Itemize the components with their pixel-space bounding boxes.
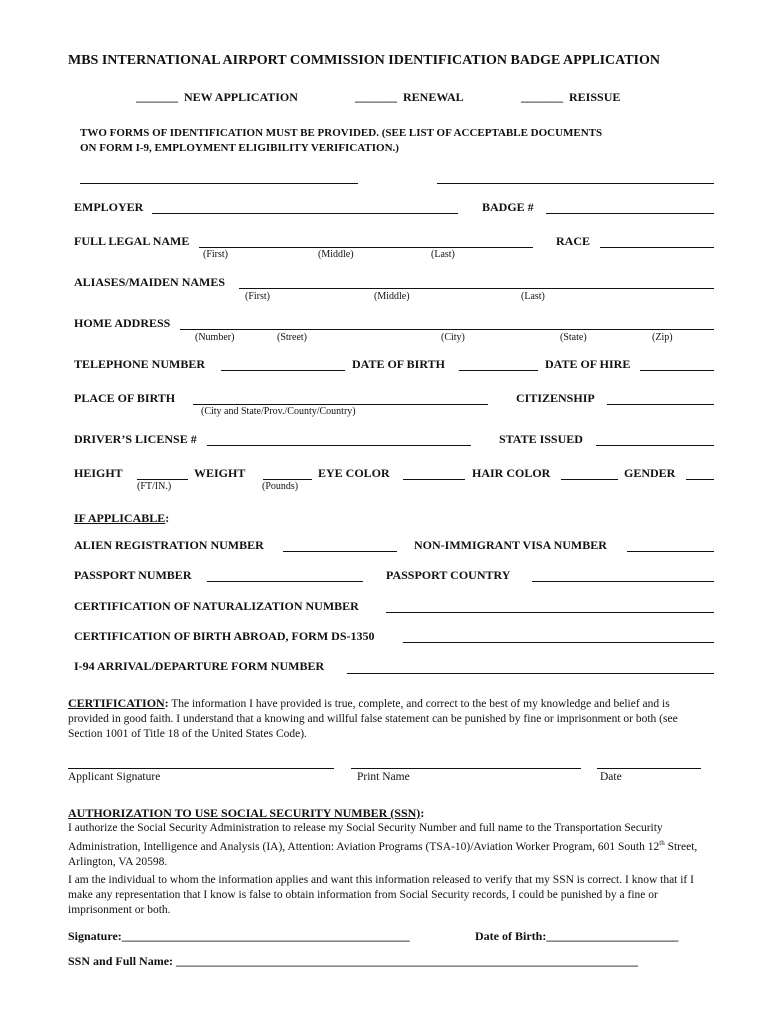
ssn-paragraph-1: [68, 821, 713, 870]
place-of-birth-label: PLACE OF BIRTH: [74, 391, 176, 405]
new-application-label: NEW APPLICATION: [184, 90, 298, 104]
height-hint: (FT/IN.): [137, 481, 172, 492]
dob-label: DATE OF BIRTH: [352, 357, 445, 371]
i94-label: I-94 ARRIVAL/DEPARTURE FORM NUMBER: [74, 659, 325, 673]
birth-abroad-field[interactable]: [403, 642, 714, 643]
place-of-birth-hint: (City and State/Prov./County/Country): [201, 406, 356, 417]
address-number-hint: (Number): [195, 332, 235, 343]
renewal-blank[interactable]: _______: [355, 90, 397, 104]
full-legal-name-field[interactable]: [199, 247, 533, 248]
alien-registration-label: ALIEN REGISTRATION NUMBER: [74, 538, 264, 552]
renewal-label: RENEWAL: [403, 90, 464, 104]
non-immigrant-visa-field[interactable]: [627, 551, 714, 552]
name-middle-hint: (Middle): [318, 249, 354, 260]
employer-field[interactable]: [152, 213, 458, 214]
id-notice-line1: TWO FORMS OF IDENTIFICATION MUST BE PROVIDED. (SEE LIST OF ACCEPTABLE DOCUMENTS: [80, 127, 603, 139]
eye-color-label: EYE COLOR: [318, 466, 390, 480]
state-issued-label: STATE ISSUED: [499, 432, 583, 446]
date-of-hire-field[interactable]: [640, 370, 714, 371]
name-first-hint: (First): [203, 249, 228, 260]
certification-heading: CERTIFICATION: [68, 696, 165, 710]
passport-country-field[interactable]: [532, 581, 714, 582]
race-field[interactable]: [600, 247, 714, 248]
aliases-field[interactable]: [239, 288, 714, 289]
ssn-heading: [68, 806, 424, 821]
gender-label: GENDER: [624, 466, 676, 480]
reissue-label: REISSUE: [569, 90, 621, 104]
badge-field[interactable]: [546, 213, 714, 214]
badge-label: BADGE #: [482, 200, 534, 214]
place-of-birth-field[interactable]: [193, 404, 488, 405]
alias-last-hint: (Last): [521, 291, 545, 302]
ssn-dob-row: [475, 929, 678, 944]
new-application-option[interactable]: [136, 90, 298, 105]
alias-middle-hint: (Middle): [374, 291, 410, 302]
address-city-hint: (City): [441, 332, 465, 343]
id-document-1-field[interactable]: [80, 183, 358, 184]
ssn-paragraph-2: I am the individual to whom the information applies and want this information released to verify that my SSN is correct. I know that if I make any representation that I know is false to obtain information from Social Security records, I could be punished by a fine or imprisonment or both.: [68, 874, 694, 916]
weight-hint: (Pounds): [262, 481, 299, 492]
address-zip-hint: (Zip): [652, 332, 673, 343]
id-notice-line2: ON FORM I-9, EMPLOYMENT ELIGIBILITY VERIFICATION.): [80, 142, 399, 154]
date-of-hire-label: DATE OF HIRE: [545, 357, 631, 371]
cert-date-label: Date: [600, 771, 622, 783]
ssn-paragraph-1b: Street, Arlington, VA 20598.: [68, 840, 698, 868]
passport-country-label: PASSPORT COUNTRY: [386, 568, 511, 582]
ssn-paragraph-1-sup: th: [659, 839, 665, 847]
id-document-2-field[interactable]: [437, 183, 714, 184]
applicant-signature-field[interactable]: [68, 768, 334, 769]
alien-registration-field[interactable]: [283, 551, 397, 552]
name-last-hint: (Last): [431, 249, 455, 260]
ssn-signature-label: Signature:: [68, 929, 122, 943]
renewal-option[interactable]: [355, 90, 464, 105]
ssn-heading-colon: :: [420, 806, 425, 820]
certification-paragraph: [68, 696, 708, 742]
cert-date-field[interactable]: [597, 768, 701, 769]
alias-first-hint: (First): [245, 291, 270, 302]
certification-colon: :: [164, 698, 169, 710]
if-applicable-colon: :: [165, 511, 170, 525]
drivers-license-field[interactable]: [207, 445, 471, 446]
ssn-full-name-field[interactable]: _____________________________________________________________________________: [176, 954, 639, 968]
birth-abroad-label: CERTIFICATION OF BIRTH ABROAD, FORM DS-1350: [74, 629, 375, 643]
reissue-blank[interactable]: _______: [521, 90, 563, 104]
ssn-dob-label: Date of Birth:: [475, 929, 547, 943]
reissue-option[interactable]: [521, 90, 620, 105]
ssn-heading-text: AUTHORIZATION TO USE SOCIAL SECURITY NUMBER (SSN): [68, 806, 421, 820]
applicant-signature-label: Applicant Signature: [68, 771, 161, 783]
ssn-dob-field[interactable]: ______________________: [546, 929, 679, 943]
telephone-field[interactable]: [221, 370, 345, 371]
employer-label: EMPLOYER: [74, 200, 144, 214]
weight-label: WEIGHT: [194, 466, 246, 480]
page-title: MBS INTERNATIONAL AIRPORT COMMISSION IDENTIFICATION BADGE APPLICATION: [68, 53, 661, 68]
ssn-name-row: [68, 954, 638, 969]
if-applicable-heading: [74, 511, 169, 526]
ssn-full-name-label: SSN and Full Name:: [68, 954, 174, 968]
non-immigrant-visa-label: NON-IMMIGRANT VISA NUMBER: [414, 538, 607, 552]
naturalization-label: CERTIFICATION OF NATURALIZATION NUMBER: [74, 599, 359, 613]
i94-field[interactable]: [347, 673, 714, 674]
naturalization-field[interactable]: [386, 612, 714, 613]
ssn-paragraph-1a: I authorize the Social Security Administration to release my Social Security Number and full name to the Transportation Security Administration, Intelligence and Analysis (IA), Attention: Aviation Programs (TSA-10)/Aviation Worker Program, 601 South 12: [68, 822, 663, 853]
drivers-license-label: DRIVER’S LICENSE #: [74, 432, 197, 446]
height-label: HEIGHT: [74, 466, 123, 480]
print-name-label: Print Name: [357, 771, 410, 783]
address-state-hint: (State): [560, 332, 587, 343]
ssn-signature-row: [68, 929, 410, 944]
aliases-label: ALIASES/MAIDEN NAMES: [74, 275, 226, 289]
eye-color-field[interactable]: [403, 479, 465, 480]
print-name-field[interactable]: [351, 768, 581, 769]
ssn-signature-field[interactable]: ________________________________________________: [121, 929, 410, 943]
address-street-hint: (Street): [277, 332, 307, 343]
dob-field[interactable]: [459, 370, 538, 371]
height-field[interactable]: [137, 479, 188, 480]
passport-number-field[interactable]: [207, 581, 363, 582]
weight-field[interactable]: [263, 479, 312, 480]
home-address-field[interactable]: [180, 329, 714, 330]
citizenship-label: CITIZENSHIP: [516, 391, 595, 405]
telephone-label: TELEPHONE NUMBER: [74, 357, 206, 371]
certification-text: The information I have provided is true, complete, and correct to the best of my knowledge and belief and is provided in good faith. I understand that a knowing and willful false statement can be punished by fine or imprisonment or both (see Section 1001 of Title 18 of the United States Code).: [68, 698, 678, 740]
state-issued-field[interactable]: [596, 445, 714, 446]
hair-color-field[interactable]: [561, 479, 618, 480]
full-legal-name-label: FULL LEGAL NAME: [74, 234, 190, 248]
home-address-label: HOME ADDRESS: [74, 316, 171, 330]
gender-field[interactable]: [686, 479, 714, 480]
hair-color-label: HAIR COLOR: [472, 466, 551, 480]
new-application-blank[interactable]: _______: [136, 90, 178, 104]
passport-number-label: PASSPORT NUMBER: [74, 568, 192, 582]
citizenship-field[interactable]: [607, 404, 714, 405]
if-applicable-text: IF APPLICABLE: [74, 511, 166, 525]
race-label: RACE: [556, 234, 591, 248]
